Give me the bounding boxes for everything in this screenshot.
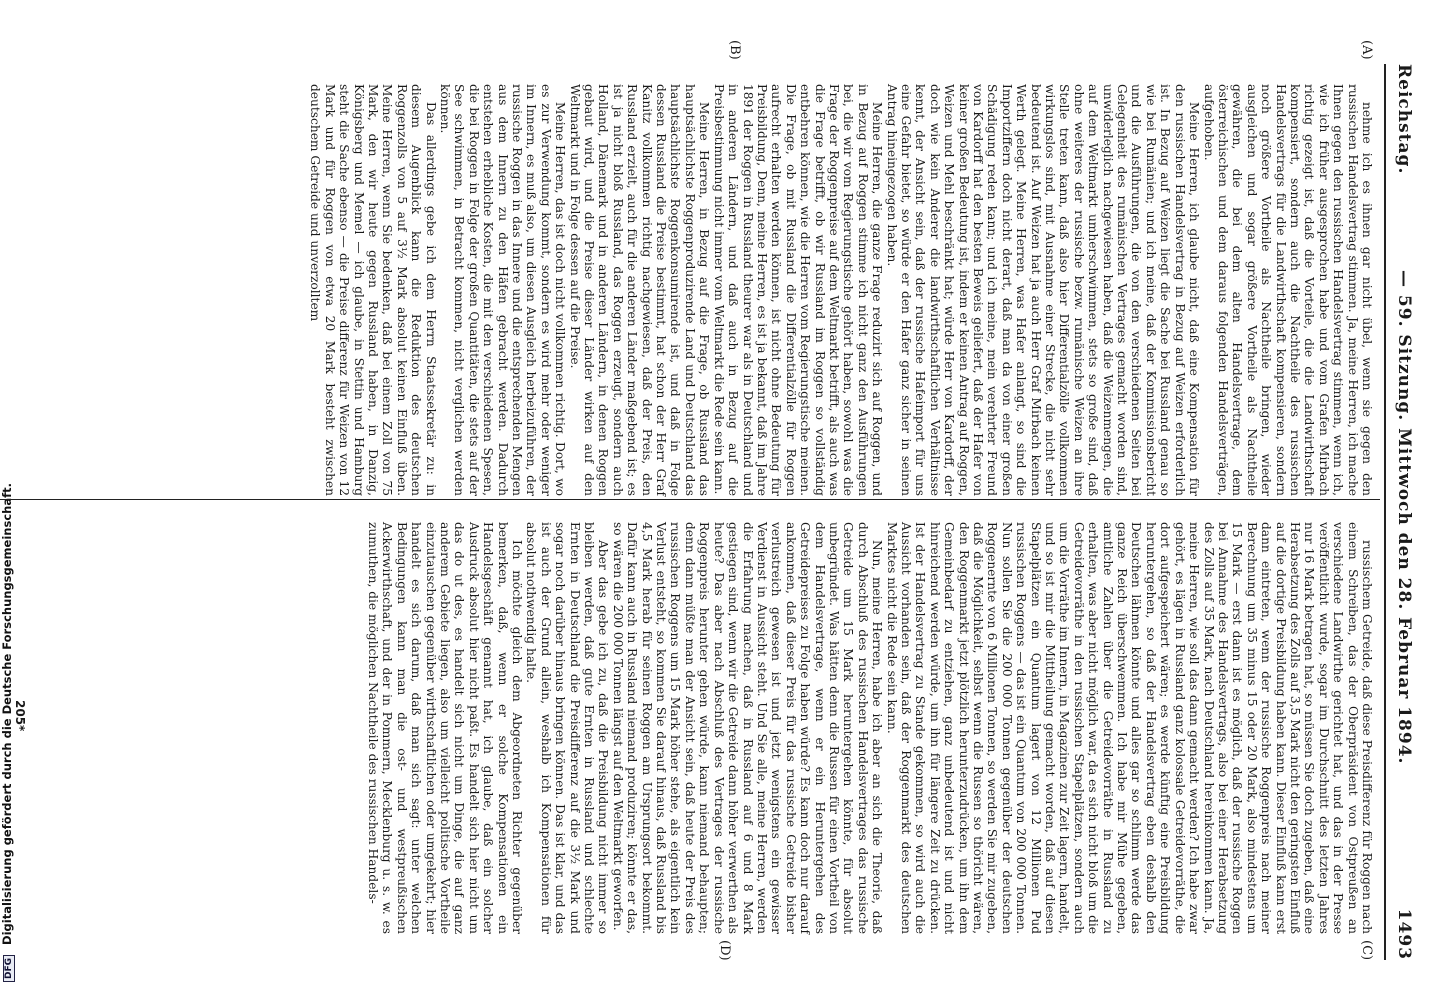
page-number: 1493 — [1394, 908, 1414, 960]
signature-mark: 205* — [13, 700, 27, 732]
margin-marker-a: (A) — [1359, 40, 1374, 60]
column-right — [366, 522, 1374, 934]
paragraph: Das allerdings gebe ich dem Herrn Staatssekretär zu: in diesem Augenblick kann die Reduktion des deutschen Roggenzolls von 5 auf 3½ Mark absolut keinen Einfluß üben. Meine Herren, wenn Sie bedenken, daß bei einem Zoll von 75 Mark, den wir heute gegen Russland haben, in Danzig, Königsberg und Memel — ich glaube, in Stettin und Hamburg steht die Sache ebenso — die Preise differenz für Weizen von 12 Mark und für Roggen von etwa 20 Mark besteht zwischen deutschem Getreide und unverzolltem — [308, 84, 438, 496]
margin-marker-d: (D) — [717, 940, 732, 961]
paragraph: nehme ich es ihnen gar nicht übel, wenn sie gegen den russischen Handelsvertrag stimmen. Ja, meine Herren, ich mache Ihnen gegen den russischen Handelsvertrag stimmen, wenn ich, wie ich früher ausgesprochen habe und vom Grafen Mirbach richtig gezeigt ist, daß die Vorteile, die die Landwirthschaft kompensiert, sondern auch die Nachtheile des russischen Handelsvertrags für die Landwirthschaft kompensieren, sondern noch größere Vortheile als Nachtheile bringen, wieder ausgleichen und sogar größere Vortheile als Nachtheile gewähren, die bei dem alten Handelsvertrage, dem österreichischen und dem daraus folgenden Handelsverträgen, aufgehoben. — [1201, 84, 1374, 496]
header-center: — 59. Sitzung. Mittwoch den 28. Februar 1894. — [1394, 270, 1414, 765]
paragraph: Ich möchte gleich dem Abgeordneten Richter gegenüber bemerken, daß, wenn er solche Kompensationen ein Handelsgeschäft genannt hat, ich glaube, daß ein solcher Ausdruck absolut hier nicht paßt. Es handelt sich hier nicht um das do ut des, es handelt sich nicht um Dinge, die auf ganz anderem Gebiete liegen, also um vielleicht politische Vortheile einzutauschen gegenüber wirthschaftlichen oder umgekehrt; hier handelt es sich darum, daß man sich sagt: unter welchen Bedingungen kann man die ost- und westpreußischen Ackerwirthschaft, und der in Pommern, Mecklenburg u. s. w. es zumuthen, die möglichen Nachtheile des russischen Handels- — [365, 522, 525, 934]
column-divider — [0, 499, 1380, 500]
margin-marker-b: (B) — [727, 40, 742, 60]
paragraph: russischem Getreide, daß diese Preisdifferenz für Roggen nach einem Schreiben, das der Oberpräsident von Ostpreußen an verschiedene Landwirthe gerichtet hat, und das in der Presse veröffentlicht wurde, sogar im Durchschnitt des letzten Jahres nur 16 Mark betragen hat, so müssen Sie doch zugeben, daß eine Herabsetzung des Zolls auf 3,5 Mark nicht den geringsten Einfluß auf die dortige Preisbildung haben kann. Dieser Einfluß kann erst dann eintreten, wenn der russische Roggenpreis nach meiner Berechnung um 35 minus 15 oder 20 Mark, also mindestens um 15 Mark — erst dann ist es möglich, daß der russische Roggen bei Annahme des Handelsvertrags, also bei einer Herabsetzung des Zolls auf 35 Mark, nach Deutschland hereinkommen kann. Ja, meine Herren, wie soll das dann gemacht werden? Ich habe zwar gehört, es lägen in Russland ganz kolossale Getreidevorräthe, die dort aufgespeichert wären; es werde künftig eine Preisbildung heruntergehen, so daß der Handelsvertrag eben deshalb den Deutschen lähmen könnte und alles gar so schlimm werde das ganze Reich überschwemmen. Ich habe mir Mühe gegeben, amtliche Zahlen über die Getreidevorräthe in Russland zu erhalten, was aber nicht möglich war, da es sich nicht bloß um die Getreidevorräthe in den russischen Stapelplätzen, sondern auch um die Vorräthe im Innern, in Magazinen zur Zeit lagern, handelt, und so ist mir die Mittheilung gemacht worden, daß auf diesen Stapelplätzen ein Quantum lagert von 12 Millionen Pud russischen Roggens — das ist ein Quantum von 200 000 Tonnen. Nun sollen Sie die 200 000 Tonnen gegenüber der deutschen Roggenernte von 6 Millionen Tonnen, so werden Sie mir zugeben, daß die Möglichkeit, selbst wenn die Russen so thöricht wären, den Roggenmarkt jetzt plötzlich herunterzudrücken, um ihn dem Gemeinbedarf zu entziehen, ganz unbedeutend ist und nicht hinreichend werden würde, um ihn für längere Zeit zu drücken. Ist der Handelsvertrag zu Stande gekommen, so wird auch die Aussicht vorhanden sein, daß der Roggenmarkt des deutschen Marktes nicht die Rede sein kann. — [884, 522, 1374, 934]
page-header — [1388, 0, 1414, 1000]
paragraph: Nun, meine Herren, habe ich aber an sich die Theorie, daß durch Abschluß des russischen Handelsvertrages das russische Getreide um 15 Mark heruntergehen könnte, für absolut unbegründet. Was hätten denn die Russen für einen Vortheil von dem Handelsvertrage, wenn er ein Heruntergehen des Getreidepreises zu Folge haben würde? Es kann doch nur darauf ankommen, daß dieser Preis für das russische Getreide bisher verlustreich gewesen ist und jetzt wenigstens ein gewisser Verdienst in Aussicht steht. Und Sie alle, meine Herren, werden die Erfahrung machen, daß in Russland auf 6 und 8 Mark gestiegen sind, wenn wir die Getreide dann höher verwerthen als heute? Das aber nach Abschluß des Vertrages der russische Roggenpreis herunter gehen würde, kann niemand behaupten; denn dann müßte man der Ansicht sein, daß heute der Preis des russischen Roggens um 15 Mark höher stehe, als eigentlich kein Verlust entsteht, so kommen Sie darauf hinaus, daß Russland bis 4,5 Mark herab für seinen Roggen am Ursprungsort bekommt. Dafür kann auch in Russland niemand produziren; könnte er das, so wären die 200 000 Tonnen längst auf den Weltmarkt geworfen. — [610, 522, 885, 934]
notice-text: Digitalisierung gefördert durch die Deutsche Forschungsgemeinschaft. — [0, 483, 14, 945]
header-rule — [1384, 64, 1386, 960]
paragraph: Aber das gebe ich zu, daß die Preisbildung nicht immer so bleiben werden, daß gute Ernten in Russland und schlechte Ernten in Deutschland die Preisdifferenz auf die 3½ Mark und sogar noch darüber hinaus bringen können. Das ist klar, und das ist auch der Grund allein, weshalb ich Kompensationen für absolut nothwendig halte. — [524, 522, 611, 934]
column-left — [308, 84, 1374, 496]
paragraph: Meine Herren, das ist doch nicht vollkommen richtig. Dort, wo es zur Verwendung kommt, sondern es wird mehr oder weniger im Innern, es muß also, um diesen Ausgleich herbeizuführen, der russische Roggen in das Innere und die entsprechenden Mengen aus dem Innern zu den Häfen gebracht werden. Dadurch entstehen erhebliche Kosten, die mit den verschiedenen Spesen, die bei Roggen in Folge der großen Quantitäten, die stets auf der See schwimmen, in Betracht kommen, nicht verglichen werden können. — [438, 84, 568, 496]
paragraph: Meine Herren, die ganze Frage reduzirt sich auf Roggen, und in Bezug auf Roggen stimme ich nicht ganz den Ausführungen bei, die wir vom Regierungstische gehört haben, sowohl was die Frage der Roggenpreise auf dem Weltmarkt betrifft, als auch was die Frage betrifft, ob wir Russland im Roggen so vollständig entbehren können, wie die Herren vom Regierungstische meinen. Die Frage, ob mit Russland die Differentialzölle für Roggen aufrecht erhalten werden können, ist nicht ohne Bedeutung für Preisbildung, Denn, meine Herren, es ist ja bekannt, daß im Jahre 1891 der Roggen in Russland theurer war als in Deutschland und in anderen Ländern, und daß auch in Bezug auf die Preisbestimmung nicht immer vom Weltmarkt die Rede sein kann. — [711, 84, 885, 496]
dfg-logo-icon: DFG — [3, 955, 15, 982]
header-left: Reichstag. — [1394, 64, 1414, 175]
paragraph: Meine Herren, ich glaube nicht, daß eine Kompensation für den russischen Handelsvertrag in Bezug auf Weizen erforderlich ist. In Bezug auf Weizen liegt die Sache bei Russland genau so wie bei Rumänien; und ich meine, daß der Kommissionsbericht und die Ausführungen, die von den verschiedenen Seiten bei Gelegenheit des rumänischen Vertrages gemacht worden sind, unwiderleglich nachgewiesen haben, daß die Weizenmengen, die auf dem Weltmarkt umherschwimmen, stets so große sind, daß ohne weiteres der russische bezw. rumänische Weizen an ihre Stelle treten kann, daß also hier Differentialzölle vollkommen wirkungslos sind, mit Ausnahme einer Strecke, die nicht sehr bedeutend ist. Auf Weizen hat ja auch Herr Graf Mirbach keinen Werth gelegt. Meine Herren, was Hafer anlangt, so sind die Importziffern doch nicht derart, daß man da von einer großen Schädigung reden kann; und ich meine, mein verehrter Freund von Kardorff hat den besten Beweis geliefert, daß der Hafer von keiner großen Bedeutung ist, indem er keinen Antrag auf Roggen, Weizen und Mehl beschränkt hat; würde Herr von Kardorff, der doch wie kein Anderer die landwirthschaftlichen Verhältnisse kennt, der Ansicht sein, daß der russische Hafeimport für uns eine Gefahr bietet, so würde er den Hafer ganz sicher in seinen Antrag hineingezogen haben. — [884, 84, 1202, 496]
margin-marker-c: (C) — [1359, 940, 1374, 961]
paragraph: Meine Herren, in Bezug auf die Frage, ob Russland das hauptsächlichste Roggenproduzirende Land und Deutschland das hauptsächlichste Roggenkonsumirende ist, und daß in Folge dessen Russland die Preise bestimmt, hat schon der Herr Graf Kanitz vollkommen richtig nachgewiesen, daß der Preis, den Russland erzielt, auch für die anderen Länder maßgebend ist; es ist ja nicht bloß Russland, das Roggen erzeugt, sondern auch Holland, Dänemark und in anderen Ländern, in denen Roggen gebaut wird, und die Preise dieser Länder wirken auf den Weltmarkt und in Folge dessen auf die Preise. — [567, 84, 712, 496]
